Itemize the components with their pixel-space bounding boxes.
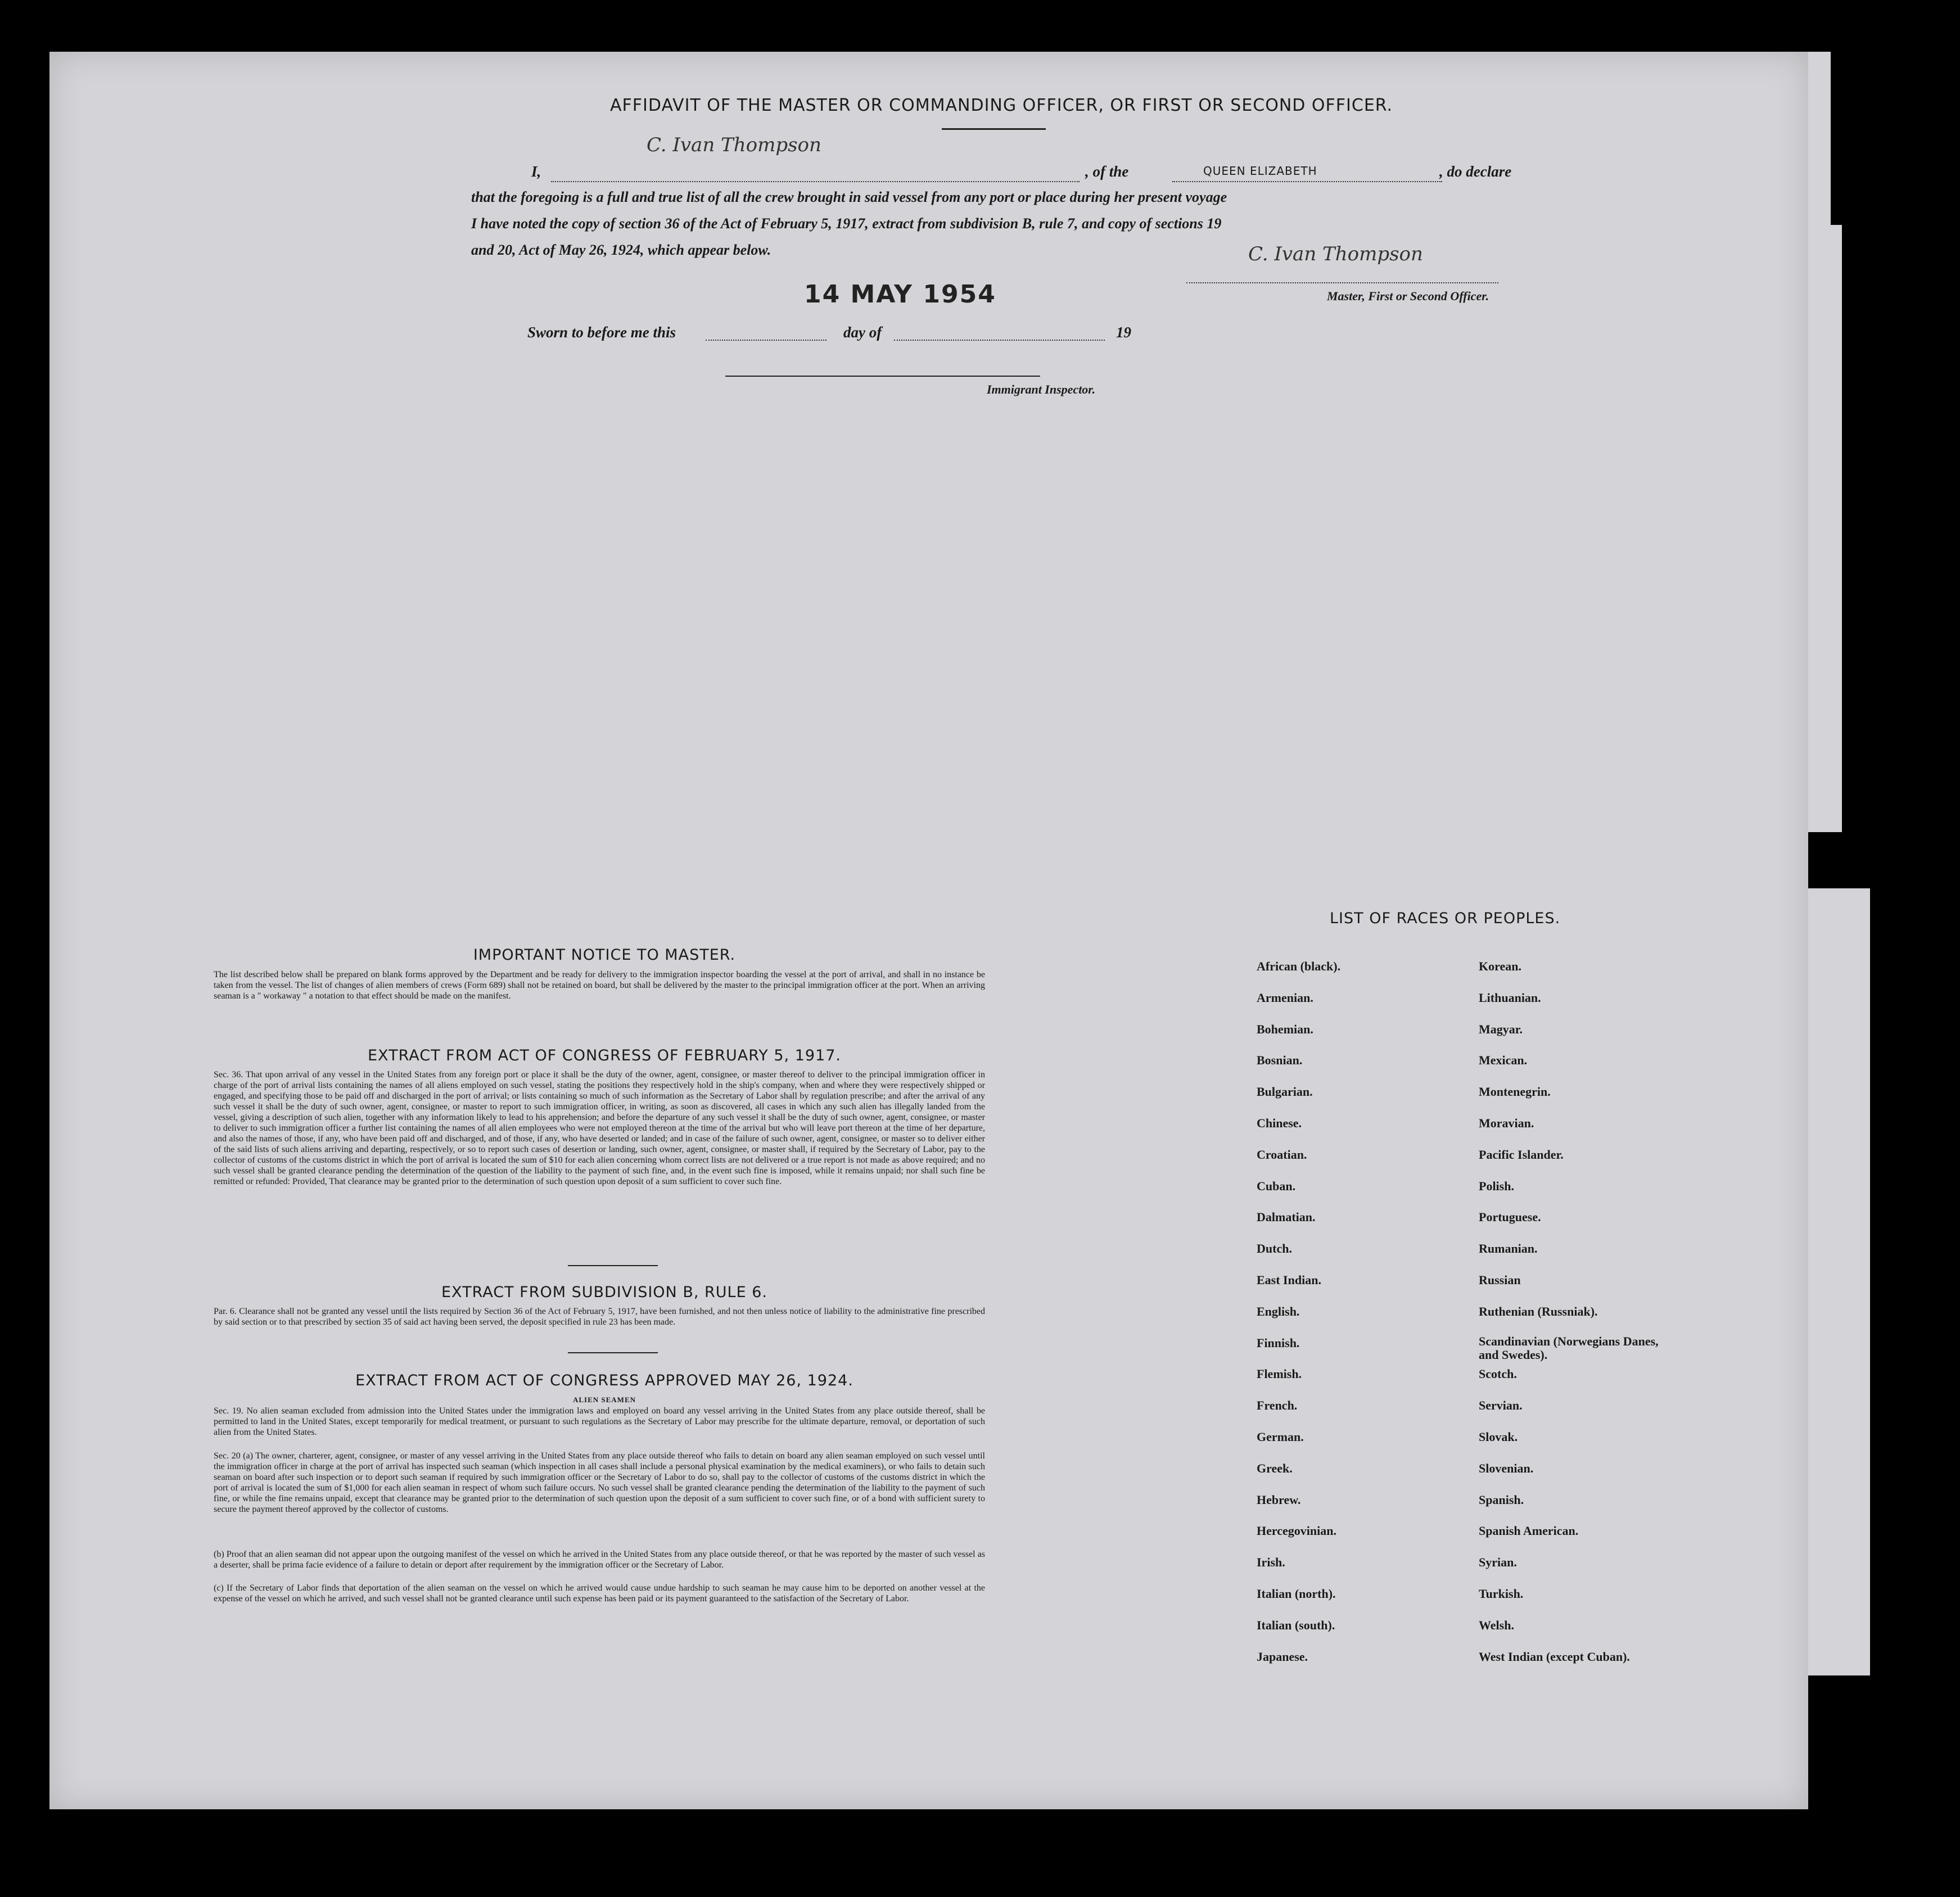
punch-hole xyxy=(1881,689,1907,715)
subdivision-body: Par. 6. Clearance shall not be granted any vessel until the lists required by Section 36 of the Act of February 5, 1917, have been furnished, and not then unless notice of liability to the administrative fine prescribed by said section or to that prescribed by section 35 of said act having been served, the deposit specified in rule 23 has been made. xyxy=(214,1307,985,1327)
race-item: Moravian. xyxy=(1479,1116,1534,1130)
affidavit-title: AFFIDAVIT OF THE MASTER OR COMMANDING OFFICER, OR FIRST OR SECOND OFFICER. xyxy=(610,96,1393,115)
race-item: Syrian. xyxy=(1479,1555,1517,1570)
races-title: LIST OF RACES OR PEOPLES. xyxy=(1330,910,1561,927)
race-item: Bohemian. xyxy=(1257,1022,1313,1036)
race-item: Russian xyxy=(1479,1273,1521,1287)
race-item: Mexican. xyxy=(1479,1053,1528,1068)
master-caption: Master, First or Second Officer. xyxy=(1327,289,1489,303)
race-item: Dalmatian. xyxy=(1257,1210,1316,1225)
race-item: Cuban. xyxy=(1257,1178,1296,1193)
page-edge xyxy=(1808,52,1831,225)
punch-hole xyxy=(1881,1265,1907,1291)
extract-1924-sec19: Sec. 19. No alien seaman excluded from admission into the United States under the immigration laws and employed on board any vessel arriving in the United States from any place outside thereof, shall be permitted to land in the United States, except temporarily for medical treatment, or pursuant to such regulations as the Secretary of Labor may prescribe for the ultimate departure, removal, or deportation of such alien from the United States. xyxy=(214,1406,985,1437)
day-line xyxy=(706,340,827,341)
officer-signature: C. Ivan Thompson xyxy=(647,134,821,156)
of-the-label: , of the xyxy=(1085,163,1129,180)
race-item: Rumanian. xyxy=(1479,1241,1538,1256)
i-label: I, xyxy=(531,163,541,180)
extract-1924-sec20c: (c) If the Secretary of Labor finds that deportation of the alien seaman on the vessel on which he arrived would cause undue hardship to such seaman he may cause him to be deported on another vessel at the expense of the vessel on which he arrived, and such vessel shall not be granted clearance until such expense has been paid or its payment guaranteed to the satisfaction of the Secretary of Labor. xyxy=(214,1583,985,1604)
divider xyxy=(942,128,1046,130)
race-item: Bosnian. xyxy=(1257,1053,1303,1068)
race-item: German. xyxy=(1257,1430,1304,1444)
subdivision-title: EXTRACT FROM SUBDIVISION B, RULE 6. xyxy=(441,1284,767,1301)
punch-hole xyxy=(1881,326,1907,352)
race-item: Montenegrin. xyxy=(1479,1085,1551,1099)
race-item: Italian (south). xyxy=(1257,1618,1335,1632)
race-item: Flemish. xyxy=(1257,1367,1302,1381)
race-item: Scandinavian (Norwegians Danes, and Swedes). xyxy=(1479,1334,1659,1362)
extract-1917-body: Sec. 36. That upon arrival of any vessel in the United States from any foreign port or place it shall be the duty of the owner, agent, consignee, or master thereof to deliver to the principal immigration officer in charge of the port of arrival lists containing the names of all aliens employed on such vessel, stating the positions they respectively hold in the ship's company, when and where they were respectively shipped or engaged, and specifying those to be paid off and discharged in the port of arrival; or lists containing so much of such information as the Secretary of Labor shall by regulation prescribe; and after the arrival of any such vessel it shall be the duty of such owner, agent, consignee, or master to report to such immigration officer, in writing, as soon as discovered, all cases in which any such alien has illegally landed from the vessel, giving a description of such alien, together with any information likely to lead to his apprehension; and before the departure of any such vessel it shall be the duty of such owner, agent, consignee, or master to deliver to such immigration officer a further list containing the names of all alien employees who were not employed thereon at the time of the arrival but who will leave port thereon at the time of her departure, and also the names of those, if any, who have been paid off and discharged, and of those, if any, who have deserted or landed; and in case of the failure of such owner, agent, consignee, or master so to deliver either of the said lists of such aliens arriving and departing, respectively, or so to report such cases of desertion or landing, such owner, agent, consignee, or master shall, if required by the Secretary of Labor, pay to the collector of customs of the customs district in which the port of arrival is located the sum of $10 for each alien concerning whom correct lists are not delivered or a true report is not made as above required; and no such vessel shall be granted clearance pending the determination of the question of the liability to the payment of such fine, and, in the event such fine is imposed, while it remains unpaid; nor shall such fine be remitted or refunded: Provided, That clearance may be granted prior to the determination of such question upon deposit of a sum sufficient to cover such fine. xyxy=(214,1070,985,1186)
sworn-label: Sworn to before me this xyxy=(527,324,676,341)
race-item: African (black). xyxy=(1257,959,1341,973)
affidavit-line-3: and 20, Act of May 26, 1924, which appear below. xyxy=(471,242,771,258)
month-line xyxy=(894,340,1105,341)
race-item: Scotch. xyxy=(1479,1367,1517,1381)
race-item: Slovenian. xyxy=(1479,1461,1534,1475)
race-item: East Indian. xyxy=(1257,1273,1321,1287)
affidavit-line-1: that the foregoing is a full and true list of all the crew brought in said vessel from any port or place during her present voyage xyxy=(471,189,1227,205)
race-item: Hercegovinian. xyxy=(1257,1524,1336,1538)
extract-1924-sec20b: (b) Proof that an alien seaman did not appear upon the outgoing manifest of the vessel on which he arrived in the United States from any place outside thereof, or that he was reported by the master of such vessel as a deserter, shall be prima facie evidence of a failure to detain or deport after requirement by the immigration officer or the Secretary of Labor. xyxy=(214,1550,985,1570)
race-item: Servian. xyxy=(1479,1398,1523,1413)
race-item: Korean. xyxy=(1479,959,1521,973)
race-item: Finnish. xyxy=(1257,1335,1300,1350)
master-signature: C. Ivan Thompson xyxy=(1248,243,1423,265)
punch-hole xyxy=(1881,602,1907,627)
extract-1924-subtitle: ALIEN SEAMEN xyxy=(572,1395,636,1404)
vessel-line xyxy=(1172,181,1442,182)
race-item: Ruthenian (Russniak). xyxy=(1479,1304,1598,1318)
race-item: Portuguese. xyxy=(1479,1210,1541,1225)
race-item: Italian (north). xyxy=(1257,1587,1336,1601)
race-item: French. xyxy=(1257,1398,1298,1413)
race-item: Irish. xyxy=(1257,1555,1285,1570)
race-item: Japanese. xyxy=(1257,1649,1308,1664)
race-item: Bulgarian. xyxy=(1257,1085,1313,1099)
master-signature-line xyxy=(1186,282,1498,283)
race-item: Lithuanian. xyxy=(1479,990,1541,1005)
race-item: Pacific Islander. xyxy=(1479,1147,1564,1162)
extract-1924-sec20a: Sec. 20 (a) The owner, charterer, agent, consignee, or master of any vessel arriving in the United States from any place outside thereof who fails to detain on board any alien seaman employed on such vessel until the immigration officer in charge at the port of arrival has inspected such seaman (which inspection in all cases shall include a personal physical examination by the medical examiners), or who fails to detain such seaman on board after such inspection or to deport such seaman if required by such immigration officer or the Secretary of Labor to do so, shall pay to the collector of customs of the customs district in which the port of arrival is located the sum of $1,000 for each alien seaman in respect of whom such failure occurs. No such vessel shall be granted clearance pending the determination of the liability to the payment of such fine, or while the fine remains unpaid, except that clearance may be granted prior to the determination of such question upon the deposit of a sum sufficient to cover such fine, or of a bond with sufficient surety to secure the payment thereof approved by the collector of customs. xyxy=(214,1451,985,1514)
race-item: Greek. xyxy=(1257,1461,1293,1475)
divider xyxy=(568,1265,658,1266)
race-item: Turkish. xyxy=(1479,1587,1524,1601)
year-prefix: 19 xyxy=(1116,324,1131,341)
affidavit-line-2: I have noted the copy of section 36 of the Act of February 5, 1917, extract from subdivision B, rule 7, and copy of sections 19 xyxy=(471,215,1222,232)
race-item: Polish. xyxy=(1479,1178,1514,1193)
race-item: Spanish. xyxy=(1479,1492,1524,1507)
race-item: Armenian. xyxy=(1257,990,1313,1005)
vessel-name: QUEEN ELIZABETH xyxy=(1203,164,1317,178)
notice-title: IMPORTANT NOTICE TO MASTER. xyxy=(473,946,736,964)
signature-line xyxy=(551,181,1080,182)
race-item: Chinese. xyxy=(1257,1116,1302,1130)
race-item: Spanish American. xyxy=(1479,1524,1579,1538)
inspector-caption: Immigrant Inspector. xyxy=(987,382,1096,396)
race-item: Dutch. xyxy=(1257,1241,1292,1256)
notice-body: The list described below shall be prepared on blank forms approved by the Department and be ready for delivery to the immigration inspector boarding the vessel at the port of arrival, and shall in no instance be taken from the vessel. The list of changes of alien members of crews (Form 689) shall not be retained on board, but shall be delivered by the master to the principal immigration officer at the port. When an arriving seaman is a " workaway " a notation to that effect should be made on the manifest. xyxy=(214,970,985,1001)
divider xyxy=(568,1352,658,1353)
page-edge xyxy=(1808,225,1842,832)
race-item: English. xyxy=(1257,1304,1300,1318)
do-declare-label: , do declare xyxy=(1439,163,1512,180)
date-stamp: 14 MAY 1954 xyxy=(804,280,996,309)
day-of-label: day of xyxy=(843,324,882,341)
document-page xyxy=(49,52,1808,1809)
inspector-line xyxy=(725,376,1040,377)
race-item: Magyar. xyxy=(1479,1022,1523,1036)
punch-hole xyxy=(1881,1622,1907,1648)
race-item: Welsh. xyxy=(1479,1618,1514,1632)
race-item: Hebrew. xyxy=(1257,1492,1301,1507)
page-edge xyxy=(1808,888,1870,1675)
extract-1924-title: EXTRACT FROM ACT OF CONGRESS APPROVED MAY 26, 1924. xyxy=(355,1372,853,1389)
race-item: Slovak. xyxy=(1479,1430,1518,1444)
race-item: West Indian (except Cuban). xyxy=(1479,1649,1630,1664)
race-item: Croatian. xyxy=(1257,1147,1307,1162)
extract-1917-title: EXTRACT FROM ACT OF CONGRESS OF FEBRUARY 5, 1917. xyxy=(368,1047,841,1064)
